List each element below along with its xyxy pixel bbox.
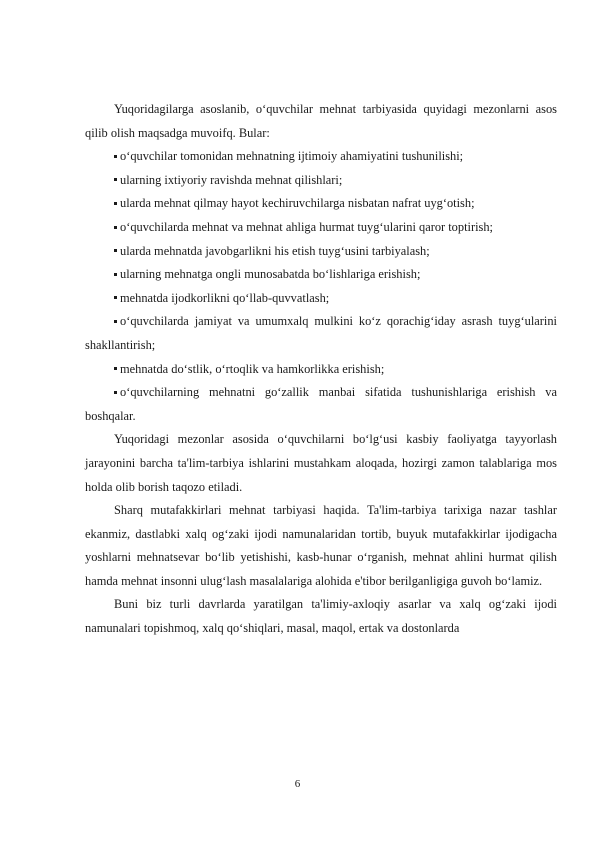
list-item-text: o‘quvchilarning mehnatni go‘zallik manbai sifatida tushunishlariga erishish va boshqalar. — [85, 385, 557, 423]
bullet-icon — [114, 367, 117, 370]
bullet-icon — [114, 273, 117, 276]
list-item-text: mehnatda do‘stlik, o‘rtoqlik va hamkorlikka erishish; — [120, 361, 385, 376]
paragraph-eastern-thinkers: Sharq mutafakkirlari mehnat tarbiyasi haqida. Ta'lim-tarbiya tarixiga nazar tashlar ekanmiz, dastlabki xalq og‘zaki ijodi namunalaridan tortib, buyuk mutafakkirlar ijodigacha yoshlarni mehnatsevar bo‘lib yetishishi, kasb-hunar o‘rganish, mehnat ahlini hurmat qilish hamda mehnat insonni ulug‘lash masalalariga alohida e'tibor berilganligiga guvoh bo‘lamiz. — [85, 503, 557, 588]
criteria-list — [85, 145, 557, 428]
bullet-icon — [114, 249, 117, 252]
paragraph-literature: Buni biz turli davrlarda yaratilgan ta'limiy-axloqiy asarlar va xalq og‘zaki ijodi namunalari topishmoq, xalq qo‘shiqlari, masal, maqol, ertak va dostonlarda — [85, 597, 557, 636]
list-item-text: ularda mehnatda javobgarlikni his etish tuyg‘usini tarbiyalash; — [120, 243, 430, 258]
page-number: 6 — [294, 778, 301, 790]
list-item-text: mehnatda ijodkorlikni qo‘llab-quvvatlash; — [120, 290, 330, 305]
list-item — [85, 145, 557, 169]
bullet-icon — [114, 296, 117, 299]
list-item — [85, 381, 557, 428]
list-item-text: ularning mehnatga ongli munosabatda bo‘lishlariga erishish; — [120, 267, 421, 282]
bullet-icon — [114, 178, 117, 181]
list-item — [85, 287, 557, 311]
list-item — [85, 216, 557, 240]
bullet-icon — [114, 202, 117, 205]
list-item-text: ularning ixtiyoriy ravishda mehnat qilishlari; — [120, 172, 343, 187]
document-body — [85, 98, 557, 641]
list-item-text: o‘quvchilar tomonidan mehnatning ijtimoiy ahamiyatini tushunilishi; — [120, 149, 464, 164]
intro-paragraph: Yuqoridagilarga asoslanib, o‘quvchilar mehnat tarbiyasida quyidagi mezonlarni asos qilib olish maqsadga muvoifq. Bular: — [85, 102, 557, 140]
list-item — [85, 169, 557, 193]
bullet-icon — [114, 391, 117, 394]
list-item — [85, 192, 557, 216]
list-item — [85, 263, 557, 287]
list-item — [85, 240, 557, 264]
list-item-text: ularda mehnat qilmay hayot kechiruvchilarga nisbatan nafrat uyg‘otish; — [120, 196, 475, 211]
list-item — [85, 358, 557, 382]
paragraph-criteria-conclusion: Yuqoridagi mezonlar asosida o‘quvchilarni bo‘lg‘usi kasbiy faoliyatga tayyorlash jarayonini barcha ta'lim-tarbiya ishlarini mustahkam aloqada, hozirgi zamon talablariga mos holda olib borish taqozo etiladi. — [85, 432, 557, 494]
list-item — [85, 310, 557, 357]
bullet-icon — [114, 226, 117, 229]
bullet-icon — [114, 320, 117, 323]
list-item-text: o‘quvchilarda mehnat va mehnat ahliga hurmat tuyg‘ularini qaror toptirish; — [120, 219, 493, 234]
list-item-text: o‘quvchilarda jamiyat va umumxalq mulkini ko‘z qorachig‘iday asrash tuyg‘ularini shakllantirish; — [85, 314, 557, 352]
bullet-icon — [114, 155, 117, 158]
